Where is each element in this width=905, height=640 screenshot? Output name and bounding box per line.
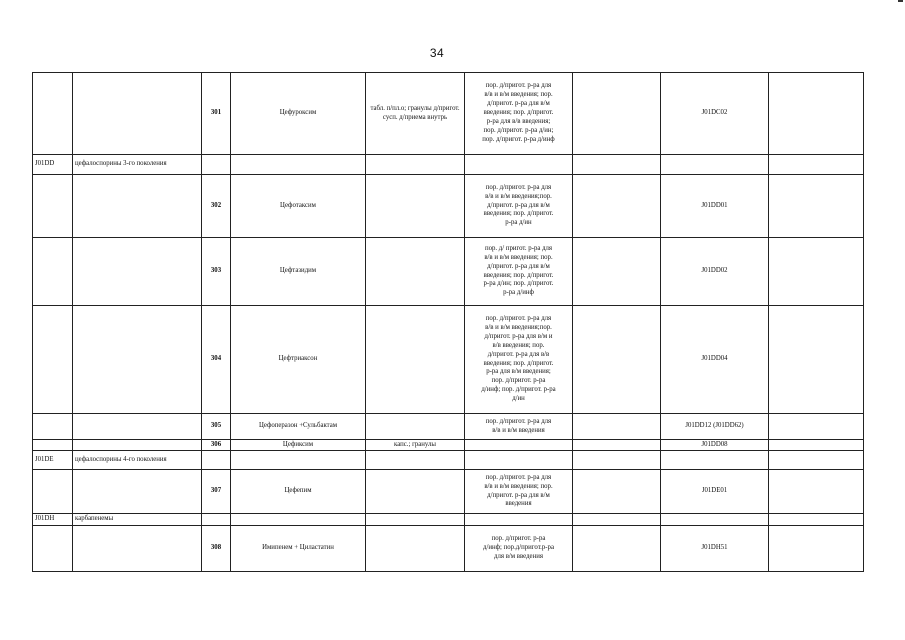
injection-form-line: пор. д/пригот. р-ра для <box>485 183 552 191</box>
empty-cell <box>769 155 864 175</box>
empty-cell <box>573 175 661 238</box>
atc-group-name-cell <box>73 306 202 414</box>
atc-group-name-cell <box>73 440 202 451</box>
atc-group-code-cell: J01DD <box>33 155 73 175</box>
dosage-form-cell <box>366 175 465 238</box>
dosage-form-cell <box>366 155 465 175</box>
dosage-form-cell <box>366 514 465 526</box>
empty-cell <box>769 451 864 470</box>
dosage-form-cell <box>366 470 465 514</box>
injection-form-line: введения; пор. д/пригот. <box>483 359 554 367</box>
table-row-drug <box>33 414 864 440</box>
injection-form-cell <box>465 526 573 572</box>
injection-form-cell <box>465 414 573 440</box>
empty-cell <box>769 470 864 514</box>
row-number-cell: 308 <box>202 526 231 572</box>
drug-name-cell: Цефтриаксон <box>231 306 366 414</box>
empty-cell <box>573 451 661 470</box>
injection-form-line: пор. д/пригот. р-ра д/инф <box>482 135 555 143</box>
injection-form-line: р-ра д/ин <box>505 219 532 227</box>
atc-group-code-cell <box>33 306 73 414</box>
injection-form-line: пор. д/пригот. р-ра для <box>485 417 552 425</box>
injection-form-line: р-ра д/инф <box>503 289 534 297</box>
empty-cell <box>769 440 864 451</box>
atc-group-code-cell <box>33 526 73 572</box>
drug-name-cell: Цефуроксим <box>231 73 366 155</box>
injection-form-line: в/в и в/м введения;пор. <box>485 192 552 200</box>
empty-cell <box>573 414 661 440</box>
injection-form-cell <box>465 306 573 414</box>
atc-code-cell <box>661 514 769 526</box>
table-row-drug <box>33 470 864 514</box>
empty-cell <box>573 440 661 451</box>
atc-group-name-cell: карбапенемы <box>73 514 202 526</box>
empty-cell <box>769 526 864 572</box>
empty-cell <box>769 175 864 238</box>
injection-form-line: д/ин <box>512 395 525 403</box>
empty-cell <box>573 155 661 175</box>
drug-name-cell <box>231 451 366 470</box>
injection-form-line: пор. д/пригот. р-ра <box>491 535 546 543</box>
dosage-form-cell: табл. п/пл.о; гранулы д/пригот. сусп. д/приема внутрь <box>366 73 465 155</box>
row-number-cell: 302 <box>202 175 231 238</box>
injection-form-line: пор. д/пригот. р-ра д/ин; <box>483 126 554 134</box>
atc-code-cell: J01DD02 <box>661 238 769 306</box>
injection-form-cell <box>465 175 573 238</box>
atc-group-code-cell <box>33 238 73 306</box>
atc-code-cell: J01DD12 (J01DD62) <box>661 414 769 440</box>
empty-cell <box>573 238 661 306</box>
row-number-cell: 301 <box>202 73 231 155</box>
injection-form-line: д/пригот. р-ра для в/м <box>487 201 550 209</box>
dosage-form-cell <box>366 526 465 572</box>
drug-table <box>32 72 864 572</box>
drug-name-cell <box>231 155 366 175</box>
injection-form-line: пор. д/пригот. р-ра <box>491 377 546 385</box>
empty-cell <box>769 306 864 414</box>
injection-form-line: р-ра для в/в введения; <box>486 117 551 125</box>
empty-cell <box>573 526 661 572</box>
drug-name-cell <box>231 514 366 526</box>
injection-form-line: д/пригот. р-ра для в/м <box>487 262 550 270</box>
empty-cell <box>573 470 661 514</box>
injection-form-line: д/пригот. р-ра для в/в <box>487 350 550 358</box>
injection-form-line: в/в введения; пор. <box>492 341 545 349</box>
empty-cell <box>769 414 864 440</box>
injection-form-line: для в/м введения <box>494 552 543 560</box>
injection-form-line: введения <box>505 500 532 508</box>
table-row-group <box>33 451 864 470</box>
injection-form-line: д/пригот. р-ра для в/м <box>487 491 550 499</box>
injection-form-line: д/инф; пор.д/пригот.р-ра <box>483 544 554 552</box>
table-row-drug <box>33 238 864 306</box>
atc-code-cell: J01DE01 <box>661 470 769 514</box>
atc-group-name-cell <box>73 470 202 514</box>
injection-form-cell <box>465 470 573 514</box>
row-number-cell <box>202 451 231 470</box>
injection-form-line: пор. д/пригот. р-ра для <box>485 473 552 481</box>
dosage-form-cell: капс.; гранулы <box>366 440 465 451</box>
atc-group-name-cell <box>73 73 202 155</box>
injection-form-line: д/инф; пор. д/пригот. р-ра <box>481 386 556 394</box>
injection-form-line: пор. д/ пригот. р-ра для <box>484 244 553 252</box>
scan-corner-mark <box>898 0 903 2</box>
atc-group-name-cell: цефалоспорины 3-го поколения <box>73 155 202 175</box>
atc-code-cell <box>661 155 769 175</box>
injection-form-line: в/в и в/м введения;пор. <box>485 323 552 331</box>
atc-group-code-cell <box>33 414 73 440</box>
injection-form-line: р-ра для в/м введения; <box>486 368 551 376</box>
drug-name-cell: Цефтазидим <box>231 238 366 306</box>
atc-group-code-cell: J01DH <box>33 514 73 526</box>
atc-code-cell <box>661 451 769 470</box>
injection-form-line: д/пригот. р-ра для в/м и <box>484 332 553 340</box>
injection-form-cell <box>465 514 573 526</box>
atc-group-code-cell <box>33 440 73 451</box>
injection-form-cell <box>465 440 573 451</box>
empty-cell <box>769 238 864 306</box>
empty-cell <box>573 73 661 155</box>
page-number: 34 <box>429 46 445 60</box>
table-row-group <box>33 155 864 175</box>
table-row-group <box>33 514 864 526</box>
drug-name-cell: Цефотаксим <box>231 175 366 238</box>
atc-group-name-cell <box>73 414 202 440</box>
atc-code-cell: J01DC02 <box>661 73 769 155</box>
injection-form-line: р-ра д/ин; пор. д/пригот. <box>483 280 554 288</box>
atc-code-cell: J01DH51 <box>661 526 769 572</box>
injection-form-line: введения; пор. д/пригот. <box>483 109 554 117</box>
row-number-cell: 304 <box>202 306 231 414</box>
row-number-cell: 303 <box>202 238 231 306</box>
row-number-cell: 307 <box>202 470 231 514</box>
atc-group-code-cell <box>33 73 73 155</box>
injection-form-cell <box>465 238 573 306</box>
table-row-drug <box>33 175 864 238</box>
injection-form-line: введения; пор. д/пригот. <box>483 210 554 218</box>
atc-group-name-cell <box>73 526 202 572</box>
injection-form-cell <box>465 155 573 175</box>
injection-form-line: введения; пор. д/пригот. <box>483 271 554 279</box>
row-number-cell <box>202 514 231 526</box>
injection-form-line: в/в и в/м введения <box>492 426 545 434</box>
injection-form-cell <box>465 73 573 155</box>
injection-form-line: пор. д/пригот. р-ра для <box>485 82 552 90</box>
dosage-form-cell <box>366 238 465 306</box>
injection-form-line: пор. д/пригот. р-ра для <box>485 314 552 322</box>
atc-group-name-cell <box>73 238 202 306</box>
drug-name-cell: Цефиксим <box>231 440 366 451</box>
dosage-form-cell <box>366 451 465 470</box>
empty-cell <box>573 306 661 414</box>
injection-form-line: в/в и в/м введения; пор. <box>484 253 553 261</box>
atc-group-code-cell: J01DE <box>33 451 73 470</box>
drug-name-cell: Цефепим <box>231 470 366 514</box>
table-row-drug <box>33 73 864 155</box>
dosage-form-cell <box>366 306 465 414</box>
atc-code-cell: J01DD04 <box>661 306 769 414</box>
atc-group-code-cell <box>33 470 73 514</box>
injection-form-cell <box>465 451 573 470</box>
row-number-cell: 306 <box>202 440 231 451</box>
dosage-form-cell <box>366 414 465 440</box>
injection-form-line: д/пригот. р-ра для в/м <box>487 100 550 108</box>
empty-cell <box>769 514 864 526</box>
drug-name-cell: Цефоперазон +Сульбактам <box>231 414 366 440</box>
atc-group-name-cell: цефалоспорины 4-го поколения <box>73 451 202 470</box>
row-number-cell: 305 <box>202 414 231 440</box>
injection-form-line: в/в и в/м введения; пор. <box>484 482 553 490</box>
atc-code-cell: J01DD08 <box>661 440 769 451</box>
table-row-drug <box>33 306 864 414</box>
atc-group-name-cell <box>73 175 202 238</box>
atc-group-code-cell <box>33 175 73 238</box>
table-row-drug <box>33 440 864 451</box>
table-row-drug <box>33 526 864 572</box>
atc-code-cell: J01DD01 <box>661 175 769 238</box>
injection-form-line: в/в и в/м введения; пор. <box>484 91 553 99</box>
row-number-cell <box>202 155 231 175</box>
drug-name-cell: Имипенем + Циластатин <box>231 526 366 572</box>
empty-cell <box>769 73 864 155</box>
empty-cell <box>573 514 661 526</box>
